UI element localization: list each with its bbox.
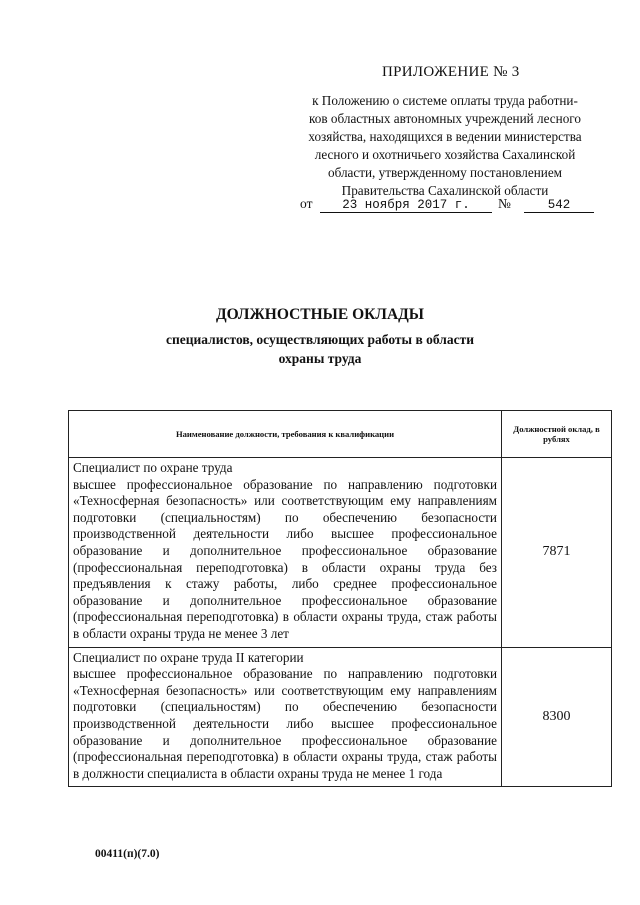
from-label: от bbox=[300, 196, 313, 211]
appendix-title: ПРИЛОЖЕНИЕ № 3 bbox=[382, 64, 520, 80]
document-subtitle bbox=[120, 330, 520, 368]
document-code: 00411(п)(7.0) bbox=[95, 848, 160, 860]
appendix-line: Правительства Сахалинской области bbox=[341, 183, 549, 198]
table-row bbox=[69, 458, 612, 648]
appendix-line: к Положению о системе оплаты труда работни- bbox=[312, 93, 578, 108]
position-cell bbox=[69, 647, 502, 787]
position-requirements: высшее профессиональное образование по направлению подготовки «Техносферная безопасность» или соответствующим ему направлениям подготовки (специальностям) по обеспечению безопасности производственной деятельности либо высшее профессиональное образование и дополнительное профессиональное образование (профессиональная переподготовка) в области охраны труда без предъявления к стажу работы, либо среднее профессиональное образование и дополнительное профессиональное образование (профессиональная переподготовка) в области охраны труда, стаж работы в области охраны труда не менее 3 лет bbox=[73, 476, 497, 641]
resolution-date-number bbox=[286, 196, 616, 216]
salary-cell: 7871 bbox=[502, 458, 612, 648]
resolution-number: 542 bbox=[524, 198, 594, 213]
table-header-row bbox=[69, 411, 612, 458]
appendix-reference bbox=[284, 92, 606, 200]
salary-cell: 8300 bbox=[502, 647, 612, 787]
number-label: № bbox=[498, 196, 511, 211]
position-requirements: высшее профессиональное образование по направлению подготовки «Техносферная безопасность» или соответствующим ему направлениям подготовки (специальностям) по обеспечению безопасности производственной деятельности либо высшее профессиональное образование и дополнительное профессиональное образование (профессиональная переподготовка) в области охраны труда, стаж работы в должности специалиста в области охраны труда не менее 1 года bbox=[73, 666, 497, 781]
appendix-line: хозяйства, находящихся в ведении министерства bbox=[308, 129, 582, 144]
salary-table bbox=[68, 410, 612, 787]
position-cell bbox=[69, 458, 502, 648]
appendix-line: ков областных автономных учреждений лесного bbox=[309, 111, 581, 126]
subtitle-line: охраны труда bbox=[278, 351, 362, 366]
table-row bbox=[69, 647, 612, 787]
position-title: Специалист по охране труда II категории bbox=[73, 649, 304, 665]
column-header-position: Наименование должности, требования к квалификации bbox=[69, 411, 502, 458]
column-header-salary: Должностной оклад, в рублях bbox=[502, 411, 612, 458]
appendix-line: лесного и охотничьего хозяйства Сахалинской bbox=[314, 147, 576, 162]
position-title: Специалист по охране труда bbox=[73, 460, 233, 475]
document-title: ДОЛЖНОСТНЫЕ ОКЛАДЫ bbox=[215, 306, 425, 323]
appendix-line: области, утвержденному постановлением bbox=[327, 165, 563, 180]
subtitle-line: специалистов, осуществляющих работы в области bbox=[165, 332, 475, 347]
resolution-date: 23 ноября 2017 г. bbox=[320, 198, 492, 213]
